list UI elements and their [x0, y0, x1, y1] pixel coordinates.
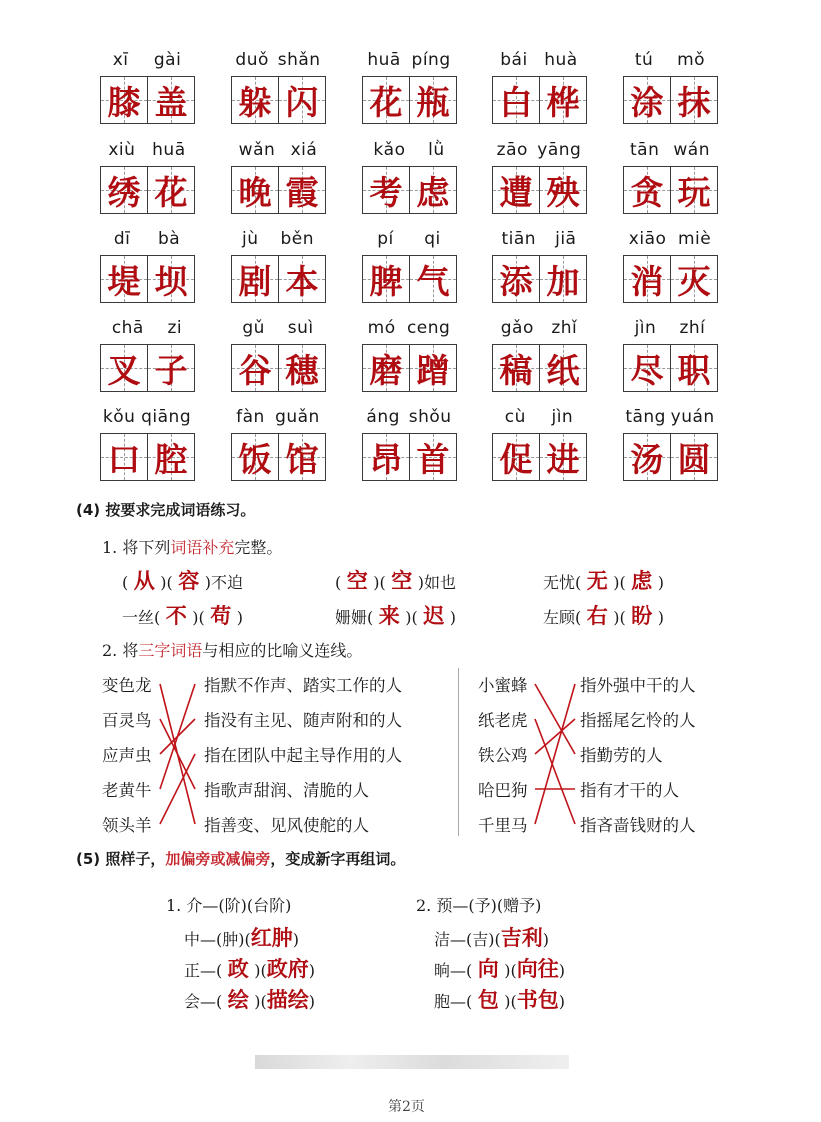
match-meaning: 指有才干的人 — [580, 781, 679, 800]
answer: 不 — [165, 604, 187, 628]
fill-idiom-5: 姗姗( 来 )( 迟 ) — [335, 600, 456, 630]
match-word: 百灵鸟 — [102, 711, 152, 730]
character: 堤 — [107, 261, 141, 301]
character: 加 — [546, 261, 580, 301]
q2-highlight: 三字词语 — [138, 641, 203, 660]
row-text: ) — [308, 961, 315, 980]
pinyin-syllable: běn — [280, 229, 314, 249]
row-text: ) — [558, 961, 565, 980]
section-5-title — [76, 848, 405, 869]
pinyin-syllable: kǎo — [373, 140, 406, 160]
pinyin-syllable: tú — [634, 50, 654, 70]
answer: 空 — [346, 569, 368, 593]
character: 圆 — [677, 439, 711, 479]
match-meaning: 指外强中干的人 — [580, 676, 696, 695]
page-number: 第2页 — [388, 1099, 425, 1115]
grid-square — [539, 344, 587, 392]
answer: 吉利 — [500, 926, 543, 950]
match-meaning: 指摇尾乞怜的人 — [580, 711, 696, 730]
character: 贪 — [630, 172, 664, 212]
row-text: 中—(肿)( — [184, 930, 251, 949]
pinyin-syllable: mǒ — [677, 50, 706, 70]
match-line — [535, 719, 575, 824]
match-word: 应声虫 — [102, 746, 152, 765]
pinyin-syllable: guǎn — [275, 407, 320, 427]
radical-row — [434, 984, 565, 1014]
answer: 向 — [477, 957, 499, 981]
character: 晚 — [238, 172, 272, 212]
character: 绣 — [107, 172, 141, 212]
match-word: 哈巴狗 — [478, 781, 528, 800]
pinyin-syllable: gǔ — [242, 318, 265, 338]
row-text: 正—( — [184, 961, 223, 980]
q1-suffix: 完整。 — [234, 538, 283, 557]
match-line — [160, 684, 195, 789]
pinyin-syllable: tiān — [501, 229, 537, 249]
pinyin-syllable: píng — [411, 50, 451, 70]
character: 躲 — [238, 82, 272, 122]
pinyin-syllable: bái — [500, 50, 528, 70]
character: 气 — [416, 261, 450, 301]
grid-square — [492, 255, 540, 303]
answer: 无 — [586, 569, 608, 593]
character: 灭 — [677, 261, 711, 301]
character: 考 — [369, 172, 403, 212]
pinyin-syllable: gài — [153, 50, 182, 70]
character: 剧 — [238, 261, 272, 301]
grid-square — [670, 344, 718, 392]
answer: 政府 — [266, 957, 309, 981]
match-meaning: 指没有主见、随声附和的人 — [204, 711, 402, 730]
character: 腔 — [154, 439, 188, 479]
fill-idiom-4: 一丝( 不 )( 苟 ) — [122, 600, 243, 630]
answer: 右 — [586, 604, 608, 628]
pinyin-syllable: huā — [367, 50, 401, 70]
match-word: 变色龙 — [102, 676, 152, 695]
grid-square — [623, 166, 671, 214]
character: 子 — [154, 350, 188, 390]
idiom-part: 姗姗 — [335, 608, 368, 627]
character: 殃 — [546, 172, 580, 212]
row-text: ) — [308, 992, 315, 1011]
section-4-title: (4) 按要求完成词语练习。 — [76, 501, 256, 519]
pinyin-syllable: xiāo — [628, 229, 667, 249]
example-1-label: 1. 介—(阶)(台阶) — [166, 896, 292, 915]
character: 促 — [499, 439, 533, 479]
q1-prefix: 1. 将下列 — [102, 538, 171, 557]
pinyin-syllable: wǎn — [238, 140, 276, 160]
pinyin-syllable: tāng — [625, 407, 666, 427]
watermark-bar — [255, 1055, 569, 1069]
radical-row — [434, 922, 549, 952]
q2-suffix: 与相应的比喻义连线。 — [202, 641, 363, 660]
pinyin-syllable: áng — [366, 407, 400, 427]
character: 馆 — [285, 439, 319, 479]
match-word: 千里马 — [478, 816, 528, 835]
pinyin-syllable: xiù — [108, 140, 136, 160]
answer: 政 — [227, 957, 249, 981]
character: 口 — [107, 439, 141, 479]
character: 汤 — [630, 439, 664, 479]
character: 玩 — [677, 172, 711, 212]
character: 首 — [416, 439, 450, 479]
character: 霞 — [285, 172, 319, 212]
character: 饭 — [238, 439, 272, 479]
character: 涂 — [630, 82, 664, 122]
pinyin-syllable: miè — [677, 229, 712, 249]
idiom-part: 左顾 — [543, 608, 576, 627]
character: 稿 — [499, 350, 533, 390]
match-line — [535, 684, 575, 824]
character: 进 — [546, 439, 580, 479]
pinyin-syllable: ceng — [406, 318, 451, 338]
character: 昂 — [369, 439, 403, 479]
character: 瓶 — [416, 82, 450, 122]
pinyin-syllable: zi — [167, 318, 183, 338]
radical-row — [434, 953, 565, 983]
character: 虑 — [416, 172, 450, 212]
pinyin-syllable: mó — [367, 318, 396, 338]
pinyin-syllable: lǜ — [428, 140, 445, 160]
match-word: 铁公鸡 — [478, 746, 528, 765]
pinyin-syllable: zhǐ — [551, 318, 578, 338]
character: 谷 — [238, 350, 272, 390]
match-meaning: 指在团队中起主导作用的人 — [204, 746, 402, 765]
character: 遭 — [499, 172, 533, 212]
answer: 包 — [477, 988, 499, 1012]
pinyin-syllable: dī — [113, 229, 131, 249]
pinyin-syllable: suì — [287, 318, 314, 338]
pinyin-syllable: qi — [424, 229, 441, 249]
fill-idiom-1: ( 从 )( 容 )不迫 — [122, 565, 243, 595]
character: 蹭 — [416, 350, 450, 390]
pinyin-syllable: xiá — [290, 140, 318, 160]
pinyin-syllable: duǒ — [235, 50, 269, 70]
match-line — [535, 684, 575, 754]
pinyin-syllable: jù — [241, 229, 259, 249]
radical-row — [184, 953, 315, 983]
character: 添 — [499, 261, 533, 301]
pinyin-syllable: chā — [111, 318, 144, 338]
fill-idiom-6: 左顾( 右 )( 盼 ) — [543, 600, 664, 630]
s5-prefix: (5) 照样子， — [76, 850, 166, 868]
match-meaning: 指默不作声、踏实工作的人 — [204, 676, 402, 695]
pinyin-syllable: shǎn — [277, 50, 321, 70]
match-meaning: 指歌声甜润、清脆的人 — [204, 781, 369, 800]
character: 本 — [285, 261, 319, 301]
fill-idiom-2: ( 空 )( 空 )如也 — [335, 565, 456, 595]
q2-prefix: 2. 将 — [102, 641, 139, 660]
character: 花 — [154, 172, 188, 212]
pinyin-syllable: yāng — [537, 140, 582, 160]
match-word: 纸老虎 — [478, 711, 528, 730]
grid-square — [539, 166, 587, 214]
row-text: 洁—(吉)( — [434, 930, 501, 949]
character: 纸 — [546, 350, 580, 390]
pinyin-syllable: cù — [504, 407, 526, 427]
row-text: ) — [542, 930, 549, 949]
answer: 苟 — [210, 604, 232, 628]
row-text: ) — [558, 992, 565, 1011]
pinyin-syllable: wán — [673, 140, 710, 160]
answer: 描绘 — [266, 988, 309, 1012]
pinyin-syllable: huà — [544, 50, 578, 70]
match-line — [160, 754, 195, 824]
character: 盖 — [154, 82, 188, 122]
answer: 容 — [178, 569, 200, 593]
answer: 书包 — [516, 988, 559, 1012]
example-2-label: 2. 预—(予)(赠予) — [416, 896, 542, 915]
pinyin-syllable: kǒu — [102, 407, 136, 427]
pinyin-syllable: fàn — [236, 407, 265, 427]
character: 磨 — [369, 350, 403, 390]
pinyin-syllable: shǒu — [408, 407, 452, 427]
character: 桦 — [546, 82, 580, 122]
character: 坝 — [154, 261, 188, 301]
answer: 盼 — [631, 604, 653, 628]
answer: 从 — [133, 569, 155, 593]
pinyin-syllable: bà — [157, 229, 181, 249]
pinyin-syllable: yuán — [670, 407, 715, 427]
idiom-part: 如也 — [423, 573, 456, 592]
idiom-part: 不迫 — [210, 573, 243, 592]
s5-suffix: ，变成新字再组词。 — [270, 850, 406, 868]
answer: 绘 — [227, 988, 249, 1012]
row-text: )( — [254, 961, 267, 980]
answer: 虑 — [631, 569, 653, 593]
pinyin-syllable: zhí — [679, 318, 706, 338]
radical-row — [184, 922, 299, 952]
character: 花 — [369, 82, 403, 122]
pinyin-syllable: qiāng — [141, 407, 192, 427]
character: 穗 — [285, 350, 319, 390]
pinyin-syllable: jìn — [634, 318, 657, 338]
match-word: 老黄牛 — [102, 781, 152, 800]
pinyin-syllable: huā — [152, 140, 186, 160]
pinyin-syllable: gǎo — [500, 318, 534, 338]
s5-highlight: 加偏旁或减偏旁 — [165, 850, 271, 868]
character: 尽 — [630, 350, 664, 390]
answer: 红肿 — [250, 926, 293, 950]
grid-square — [409, 166, 457, 214]
character: 抹 — [677, 82, 711, 122]
grid-square — [278, 344, 326, 392]
character: 消 — [630, 261, 664, 301]
idiom-part: 一丝 — [122, 608, 155, 627]
fill-idiom-3: 无忧( 无 )( 虑 ) — [543, 565, 664, 595]
pinyin-syllable: jìn — [551, 407, 574, 427]
row-text: )( — [254, 992, 267, 1011]
q1-highlight: 词语补充 — [170, 538, 235, 557]
character: 职 — [677, 350, 711, 390]
match-word: 小蜜蜂 — [478, 676, 528, 695]
character: 白 — [499, 82, 533, 122]
pinyin-syllable: tān — [630, 140, 660, 160]
pinyin-syllable: xī — [112, 50, 129, 70]
character: 闪 — [285, 82, 319, 122]
pinyin-syllable: pí — [377, 229, 394, 249]
answer: 迟 — [423, 604, 445, 628]
pinyin-syllable: jiā — [555, 229, 577, 249]
match-line — [160, 719, 195, 789]
row-text: ) — [292, 930, 299, 949]
row-text: )( — [504, 961, 517, 980]
grid-square — [147, 255, 195, 303]
match-meaning: 指善变、见风使舵的人 — [204, 816, 369, 835]
row-text: 晌—( — [434, 961, 473, 980]
match-word: 领头羊 — [102, 816, 152, 835]
match-meaning: 指勤劳的人 — [580, 746, 663, 765]
answer: 空 — [391, 569, 413, 593]
idiom-part: 无忧 — [543, 573, 576, 592]
character: 脾 — [369, 261, 403, 301]
answer: 向往 — [516, 957, 559, 981]
pinyin-syllable: zāo — [496, 140, 528, 160]
row-text: )( — [504, 992, 517, 1011]
character: 叉 — [107, 350, 141, 390]
row-text: 会—( — [184, 992, 223, 1011]
answer: 来 — [378, 604, 400, 628]
radical-row — [184, 984, 315, 1014]
row-text: 胞—( — [434, 992, 473, 1011]
match-meaning: 指吝啬钱财的人 — [580, 816, 696, 835]
character: 膝 — [107, 82, 141, 122]
